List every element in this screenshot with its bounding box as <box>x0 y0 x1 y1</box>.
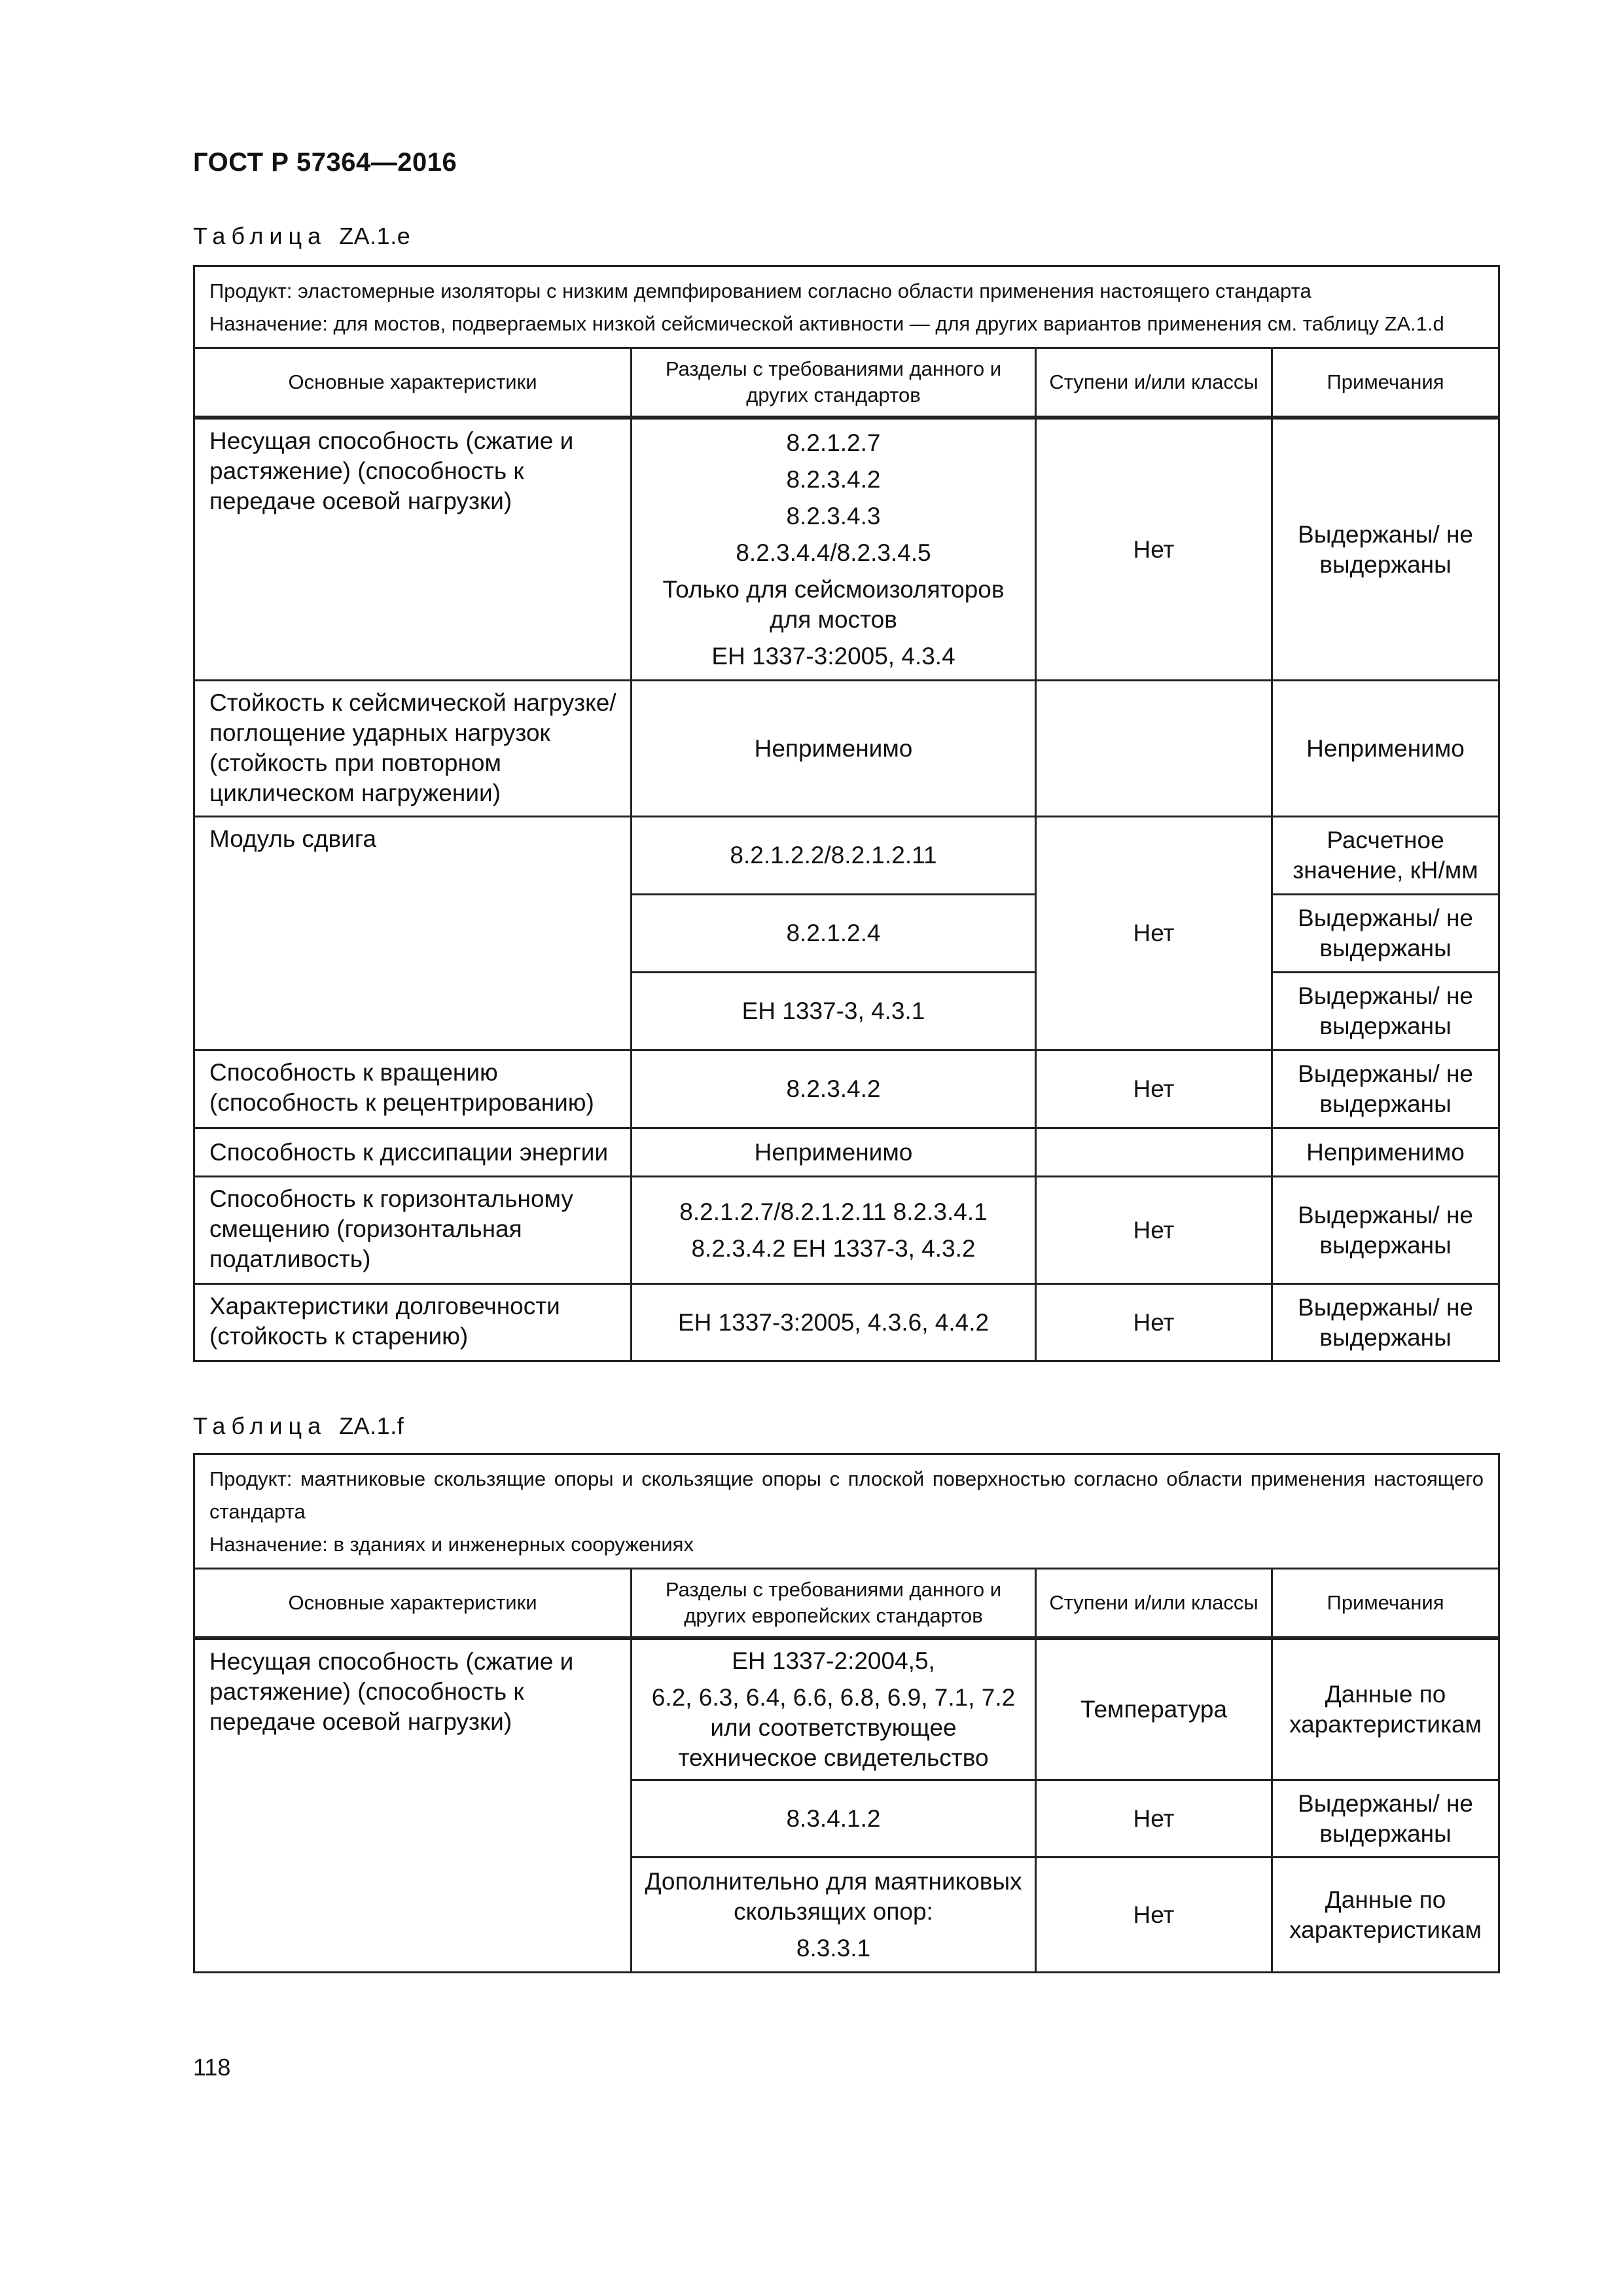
table-f-info-row <box>194 1454 1499 1569</box>
reference: Неприменимо <box>632 681 1036 817</box>
table-row <box>194 817 1499 895</box>
standard-header: ГОСТ Р 57364—2016 <box>193 148 457 177</box>
table-e-caption-prefix: Таблица <box>193 223 327 249</box>
table-f-purpose: Назначение: в зданиях и инженерных сооружениях <box>209 1533 694 1556</box>
reference: Только для сейсмоизоляторов для мостов <box>662 575 1005 633</box>
table-e <box>193 265 1500 1362</box>
characteristic: Несущая способность (сжатие и растяжение) (способность к передаче осевой нагрузки) <box>194 419 632 681</box>
table-e-caption-code: ZA.1.e <box>339 223 411 249</box>
reference-cell <box>632 419 1036 681</box>
reference: ЕН 1337-3, 4.3.1 <box>632 973 1036 1050</box>
table-row <box>194 681 1499 817</box>
reference: 8.2.1.2.2/8.2.1.2.11 <box>632 817 1036 895</box>
note: Выдержаны/ не выдержаны <box>1272 895 1499 973</box>
reference: 8.2.3.4.3 <box>786 502 881 529</box>
table-row <box>194 1284 1499 1361</box>
table-e-product: Продукт: эластомерные изоляторы с низким демпфированием согласно области применения настоящего стандарта <box>209 279 1311 302</box>
note: Данные по характеристикам <box>1272 1857 1499 1973</box>
reference: ЕН 1337-2:2004,5, <box>732 1647 935 1674</box>
table-row <box>194 1050 1499 1128</box>
reference: 8.2.1.2.4 <box>632 895 1036 973</box>
characteristic: Стойкость к сейсмической нагрузке/ поглощение ударных нагрузок (стойкость при повторном циклическом нагружении) <box>194 681 632 817</box>
reference: 8.2.1.2.7 <box>786 429 881 456</box>
reference: Неприменимо <box>632 1128 1036 1177</box>
note: Неприменимо <box>1272 681 1499 817</box>
table-f-caption-prefix: Таблица <box>193 1412 327 1439</box>
table-f-caption-code: ZA.1.f <box>339 1412 404 1439</box>
reference: 8.3.3.1 <box>796 1934 871 1962</box>
column-header: Основные характеристики <box>194 1569 632 1638</box>
characteristic: Способность к диссипации энергии <box>194 1128 632 1177</box>
table-e-header-row <box>194 348 1499 417</box>
note: Выдержаны/ не выдержаны <box>1272 973 1499 1050</box>
reference: 8.2.3.4.2 <box>786 465 881 493</box>
table-e-info <box>194 266 1499 348</box>
note: Данные по характеристикам <box>1272 1640 1499 1780</box>
note: Выдержаны/ не выдержаны <box>1272 1177 1499 1284</box>
reference: ЕН 1337-3:2005, 4.3.6, 4.4.2 <box>632 1284 1036 1361</box>
table-row <box>194 1177 1499 1284</box>
characteristic: Характеристики долговечности (стойкость к старению) <box>194 1284 632 1361</box>
characteristic: Модуль сдвига <box>194 817 632 1050</box>
column-header: Ступени и/или классы <box>1036 348 1272 417</box>
note: Выдержаны/ не выдержаны <box>1272 1780 1499 1857</box>
page-number: 118 <box>193 2054 231 2081</box>
table-f <box>193 1453 1500 1973</box>
reference-cell <box>632 1640 1036 1780</box>
classes: Нет <box>1036 817 1272 1050</box>
table-row <box>194 419 1499 681</box>
reference: 6.2, 6.3, 6.4, 6.6, 6.8, 6.9, 7.1, 7.2 или соответствующее техническое свидетельство <box>651 1684 1016 1771</box>
note: Выдержаны/ не выдержаны <box>1272 1050 1499 1128</box>
note: Расчетное значение, кН/мм <box>1272 817 1499 895</box>
classes: Нет <box>1036 1050 1272 1128</box>
classes: Нет <box>1036 1857 1272 1973</box>
classes: Нет <box>1036 1780 1272 1857</box>
note: Выдержаны/ не выдержаны <box>1272 1284 1499 1361</box>
reference: 8.2.3.4.2 <box>632 1050 1036 1128</box>
table-e-caption <box>193 223 410 250</box>
reference: 8.2.3.4.2 ЕН 1337-3, 4.3.2 <box>691 1234 976 1262</box>
characteristic: Способность к вращению (способность к рецентрированию) <box>194 1050 632 1128</box>
table-row <box>194 1640 1499 1780</box>
table-f-product: Продукт: маятниковые скользящие опоры и скользящие опоры с плоской поверхностью согласно области применения настоящего стандарта <box>209 1467 1484 1523</box>
characteristic: Несущая способность (сжатие и растяжение) (способность к передаче осевой нагрузки) <box>194 1640 632 1973</box>
column-header: Разделы с требованиями данного и других европейских стандартов <box>632 1569 1036 1638</box>
classes: Нет <box>1036 1177 1272 1284</box>
column-header: Основные характеристики <box>194 348 632 417</box>
reference: Дополнительно для маятниковых скользящих опор: <box>645 1867 1022 1925</box>
reference-cell <box>632 1177 1036 1284</box>
note: Неприменимо <box>1272 1128 1499 1177</box>
table-f-header-row <box>194 1569 1499 1638</box>
reference-cell <box>632 1857 1036 1973</box>
note: Выдержаны/ не выдержаны <box>1272 419 1499 681</box>
classes: Нет <box>1036 419 1272 681</box>
classes: Температура <box>1036 1640 1272 1780</box>
table-row <box>194 1128 1499 1177</box>
table-f-info <box>194 1454 1499 1569</box>
characteristic: Способность к горизонтальному смещению (горизонтальная податливость) <box>194 1177 632 1284</box>
table-e-info-row <box>194 266 1499 348</box>
reference: ЕН 1337-3:2005, 4.3.4 <box>711 642 955 670</box>
reference: 8.3.4.1.2 <box>632 1780 1036 1857</box>
classes: Нет <box>1036 1284 1272 1361</box>
table-e-purpose: Назначение: для мостов, подвергаемых низкой сейсмической активности — для других вариантов применения см. таблицу ZA.1.d <box>209 312 1444 335</box>
column-header: Примечания <box>1272 348 1499 417</box>
column-header: Примечания <box>1272 1569 1499 1638</box>
table-f-caption <box>193 1412 404 1440</box>
column-header: Ступени и/или классы <box>1036 1569 1272 1638</box>
reference: 8.2.1.2.7/8.2.1.2.11 8.2.3.4.1 <box>679 1198 988 1225</box>
classes <box>1036 681 1272 817</box>
classes <box>1036 1128 1272 1177</box>
column-header: Разделы с требованиями данного и других стандартов <box>632 348 1036 417</box>
reference: 8.2.3.4.4/8.2.3.4.5 <box>736 539 931 566</box>
